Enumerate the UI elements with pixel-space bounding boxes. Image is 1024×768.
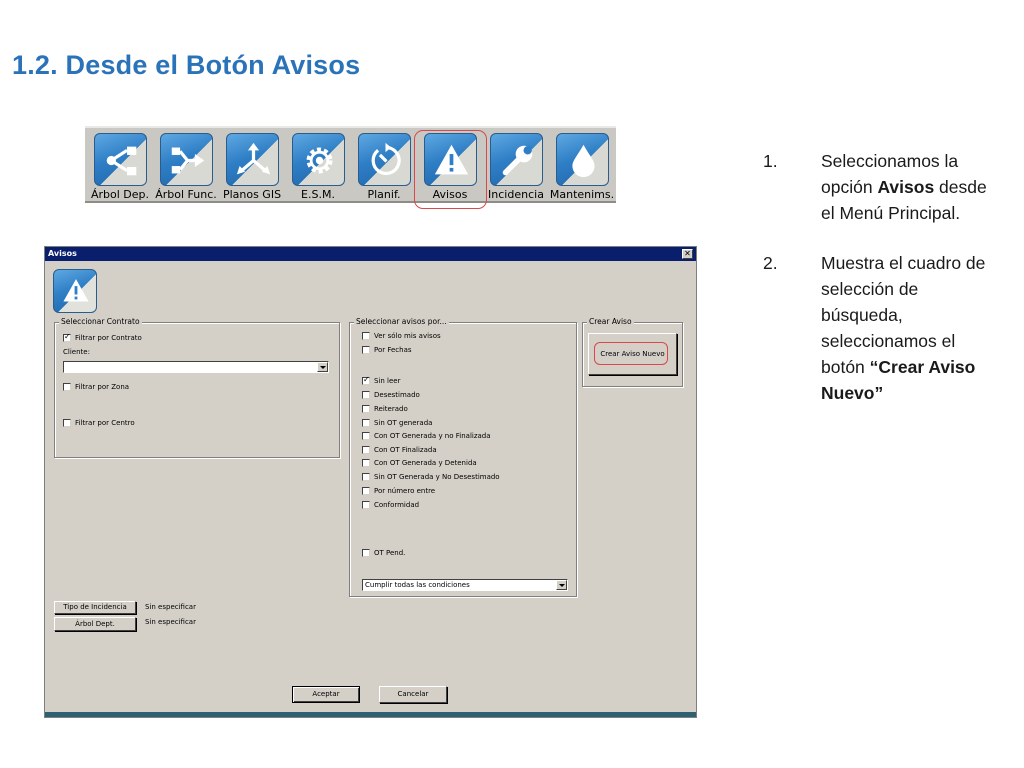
water-drop-icon — [565, 142, 602, 179]
option-con-ot-finalizada[interactable]: Con OT Finalizada — [362, 446, 437, 454]
toolbar-button-planos-gis[interactable]: Planos GIS — [219, 132, 285, 202]
arbol-dept-value: Sin especificar — [145, 618, 196, 626]
toolbar-button-arbol-dep[interactable]: Árbol Dep. — [87, 132, 153, 202]
option-ver-solo-mis-avisos[interactable]: Ver sólo mis avisos — [362, 332, 441, 340]
option-por-numero-entre[interactable]: Por número entre — [362, 487, 435, 495]
warning-icon — [433, 142, 470, 179]
instruction-step-2: 2. Muestra el cuadro de selección de búsqueda, seleccionamos el botón “Crear Aviso Nuevo” — [763, 253, 986, 403]
option-con-ot-detenida[interactable]: Con OT Generada y Detenida — [362, 459, 477, 467]
planning-timer-icon — [367, 142, 404, 179]
chevron-down-icon — [556, 580, 567, 590]
toolbar-button-arbol-func[interactable]: Árbol Func. — [153, 132, 219, 202]
option-reiterado[interactable]: Reiterado — [362, 405, 408, 413]
filtrar-contrato-checkbox[interactable]: ✓ Filtrar por Contrato — [63, 334, 142, 342]
cliente-select[interactable] — [63, 361, 329, 373]
close-icon[interactable]: ✕ — [682, 249, 693, 259]
dialog-bottom-bar — [45, 712, 696, 717]
option-ot-pend[interactable]: OT Pend. — [362, 549, 405, 557]
main-menu-toolbar — [85, 126, 616, 203]
toolbar-button-planif[interactable]: Planif. — [351, 132, 417, 202]
chevron-down-icon — [317, 362, 328, 372]
condition-select[interactable]: Cumplir todas las condiciones — [362, 579, 568, 591]
tree-dep-icon — [103, 142, 140, 179]
instruction-step-1: 1. Seleccionamos la opción Avisos desde el Menú Principal. — [763, 151, 987, 223]
cliente-label: Cliente: — [63, 348, 90, 356]
option-sin-ot-generada[interactable]: Sin OT generada — [362, 419, 432, 427]
aceptar-button[interactable]: Aceptar — [292, 686, 360, 703]
arbol-dept-button[interactable]: Árbol Dept. — [54, 617, 136, 631]
slide-title: 1.2. Desde el Botón Avisos — [12, 50, 361, 80]
option-sin-leer[interactable]: ✓ Sin leer — [362, 377, 401, 385]
option-con-ot-no-finalizada[interactable]: Con OT Generada y no Finalizada — [362, 432, 491, 440]
seleccionar-avisos-group: Seleccionar avisos por... Ver sólo mis avisos Por Fechas ✓ Sin leer Desestimado Reiterado Sin OT generada Con OT Generada y no Finalizada Con OT Finalizada Con OT Generada y Detenida Sin OT Generada y No Desestimado Por número entre Conformidad OT Pend. Cumplir todas las condiciones — [349, 322, 577, 597]
avisos-dialog-icon — [53, 269, 97, 313]
avisos-dialog — [44, 246, 697, 718]
wrench-icon — [499, 142, 536, 179]
tipo-incidencia-button[interactable]: Tipo de Incidencia — [54, 601, 136, 614]
cancelar-button[interactable]: Cancelar — [379, 686, 447, 703]
instruction-steps — [763, 148, 1003, 430]
gis-arrows-icon — [235, 142, 272, 179]
dialog-titlebar — [45, 247, 696, 261]
tree-func-icon — [169, 142, 206, 179]
toolbar-button-incidencia[interactable]: Incidencia — [483, 132, 549, 202]
gear-icon — [301, 142, 338, 179]
filtrar-centro-checkbox[interactable]: Filtrar por Centro — [63, 419, 135, 427]
tipo-incidencia-value: Sin especificar — [145, 603, 196, 611]
seleccionar-contrato-group: Seleccionar Contrato ✓ Filtrar por Contrato Cliente: Filtrar por Zona Filtrar por Centro — [54, 322, 340, 458]
toolbar-button-mantenims[interactable]: Mantenims. — [549, 132, 615, 202]
crear-aviso-highlight-ring — [594, 342, 668, 365]
filtrar-zona-checkbox[interactable]: Filtrar por Zona — [63, 383, 129, 391]
warning-icon — [62, 277, 90, 305]
option-por-fechas[interactable]: Por Fechas — [362, 346, 412, 354]
toolbar-button-esm[interactable]: E.S.M. — [285, 132, 351, 202]
option-conformidad[interactable]: Conformidad — [362, 501, 419, 509]
crear-aviso-group: Crear Aviso Crear Aviso Nuevo — [582, 322, 683, 387]
option-desestimado[interactable]: Desestimado — [362, 391, 420, 399]
option-sin-ot-no-desestimado[interactable]: Sin OT Generada y No Desestimado — [362, 473, 500, 481]
dialog-title: Avisos — [48, 249, 77, 258]
toolbar-button-avisos[interactable]: Avisos — [417, 132, 483, 202]
crear-aviso-nuevo-button[interactable]: Crear Aviso Nuevo — [588, 333, 677, 375]
